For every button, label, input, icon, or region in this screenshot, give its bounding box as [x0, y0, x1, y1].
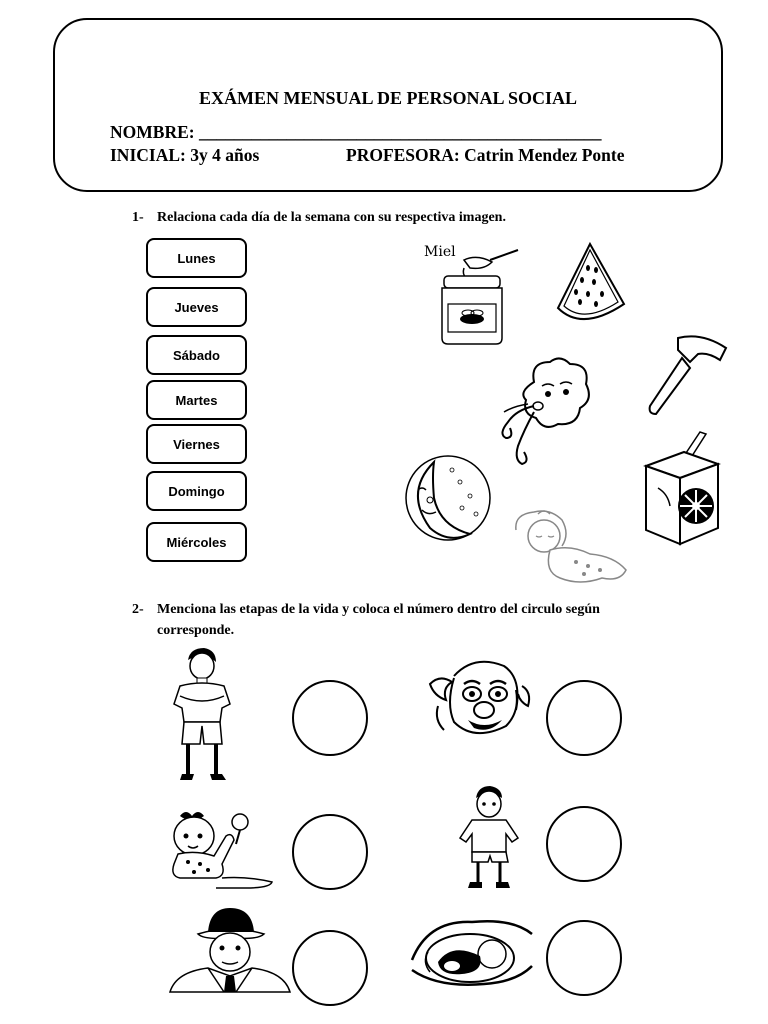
baby-icon: [166, 806, 274, 888]
honey-label: Miel: [424, 244, 456, 260]
day-box-sabado[interactable]: Sábado: [146, 335, 247, 375]
honey-jar-icon: [422, 240, 522, 348]
moon-icon: [404, 452, 492, 546]
question-1-text: Relaciona cada día de la semana con su respectiva imagen.: [157, 210, 506, 225]
day-box-lunes[interactable]: Lunes: [146, 238, 247, 278]
hammer-icon: [642, 332, 732, 420]
teenager-icon: [166, 646, 238, 784]
question-2-text-line2: corresponde.: [157, 623, 235, 638]
day-box-miercoles[interactable]: Miércoles: [146, 522, 247, 562]
watermelon-icon: [552, 240, 630, 330]
exam-title: EXÁMEN MENSUAL DE PERSONAL SOCIAL: [198, 88, 578, 108]
question-1-number: 1-: [132, 210, 144, 225]
name-label: NOMBRE:: [110, 122, 195, 142]
answer-circle-3[interactable]: [292, 814, 368, 890]
answer-circle-6[interactable]: [546, 920, 622, 996]
name-row: [110, 122, 601, 143]
day-box-jueves[interactable]: Jueves: [146, 287, 247, 327]
name-blank[interactable]: ______________________________________________: [198, 122, 602, 142]
header-box: [53, 18, 723, 192]
sleeping-baby-icon: [510, 500, 630, 590]
inicial-label: INICIAL: 3y 4 años: [110, 145, 260, 165]
answer-circle-4[interactable]: [546, 806, 622, 882]
answer-circle-5[interactable]: [292, 930, 368, 1006]
answer-circle-2[interactable]: [546, 680, 622, 756]
question-2-text-line1: Menciona las etapas de la vida y coloca el número dentro del circulo según: [157, 602, 600, 617]
day-box-martes[interactable]: Martes: [146, 380, 247, 420]
day-box-domingo[interactable]: Domingo: [146, 471, 247, 511]
teacher-label: PROFESORA: Catrin Mendez Ponte: [346, 145, 625, 165]
child-icon: [452, 784, 528, 890]
question-2-number: 2-: [132, 602, 144, 617]
fetus-womb-icon: [408, 912, 534, 988]
wind-cloud-icon: [494, 352, 594, 470]
juice-box-icon: [640, 430, 730, 548]
elderly-man-icon: [424, 656, 534, 742]
answer-circle-1[interactable]: [292, 680, 368, 756]
adult-man-icon: [168, 906, 292, 992]
day-box-viernes[interactable]: Viernes: [146, 424, 247, 464]
